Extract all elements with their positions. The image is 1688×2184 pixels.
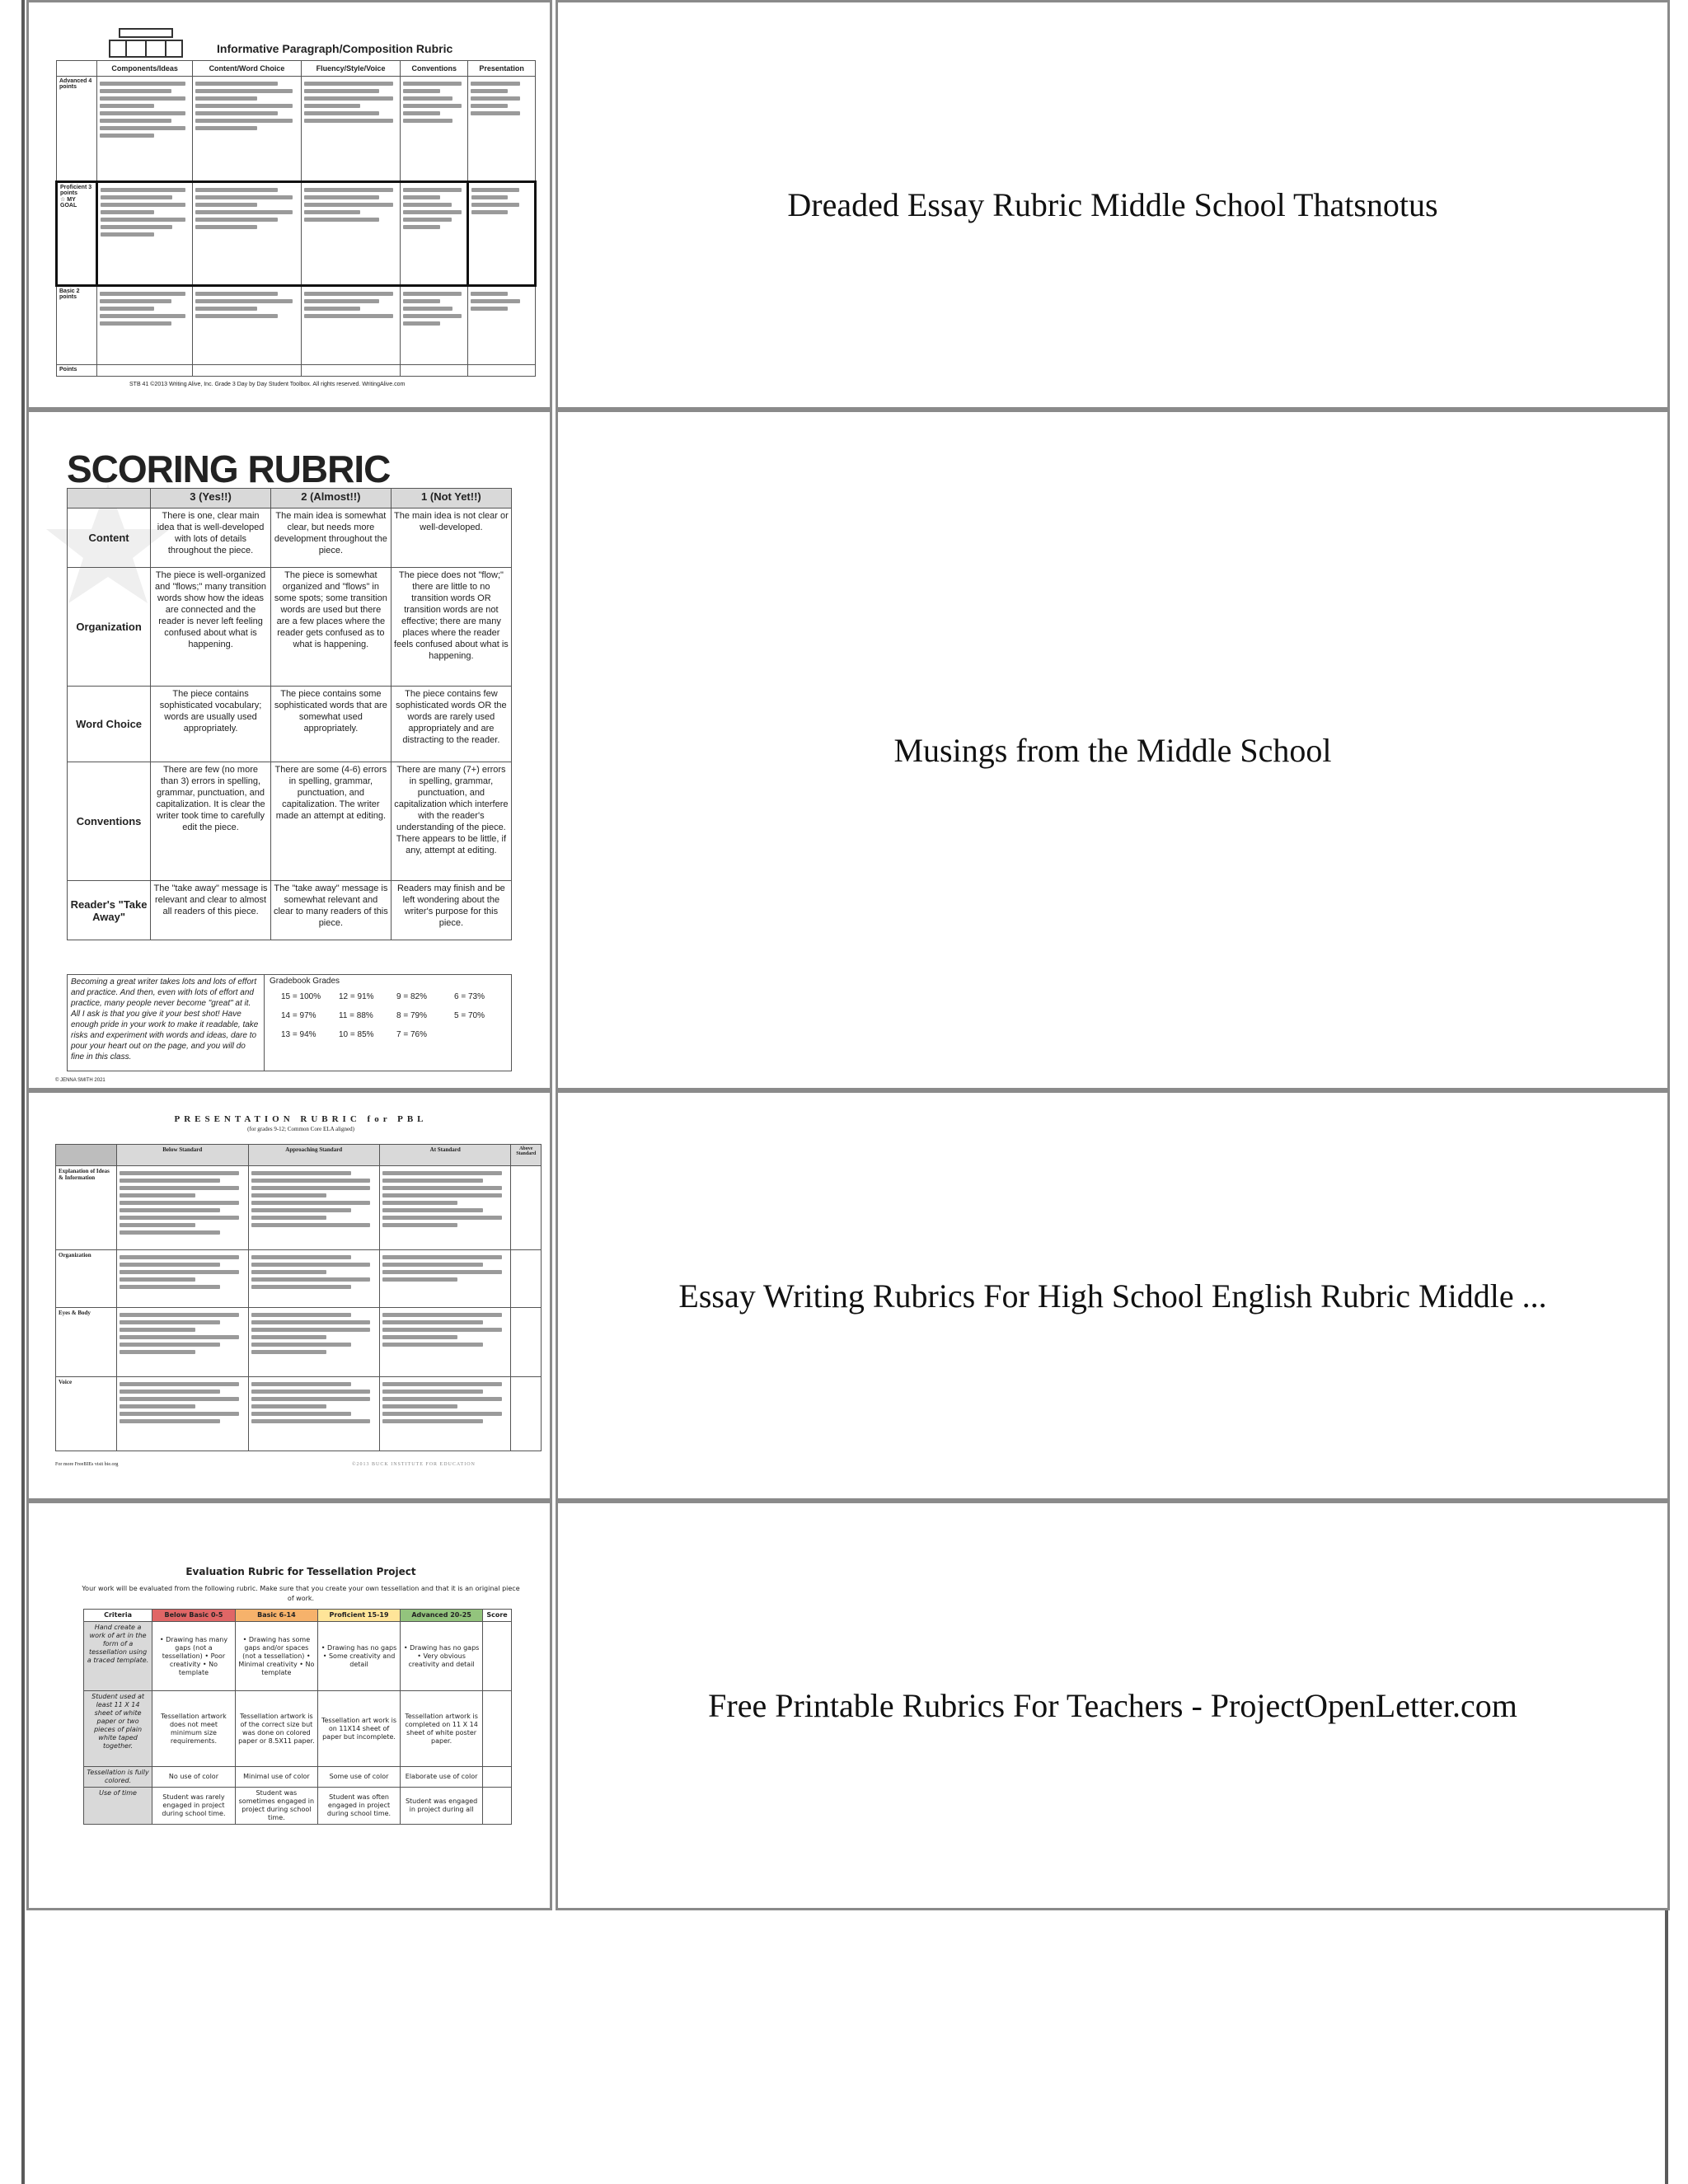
grade-entry: 12 = 91% [339,992,374,1001]
column-header: Basic 6-14 [235,1610,317,1622]
rubric-cell: The piece contains some sophisticated words that are somewhat used appropriately. [270,687,391,762]
gradebook-grid [281,992,506,1039]
rubric-cell: Tessellation artwork is of the correct size but was done on colored paper or 8.5X11 paper. [235,1691,317,1767]
rubric-cell: Minimal use of color [235,1767,317,1788]
rubric-cell: The main idea is not clear or well-developed. [391,509,511,568]
goal-label: MY GOAL [60,197,77,209]
column-header: Components/Ideas [97,61,193,77]
column-header: 3 (Yes!!) [151,489,271,509]
result-caption-cell[interactable] [556,1501,1670,1910]
rubric-cell: There are few (no more than 3) errors in spelling, grammar, punctuation, and capitalization. It is clear the writer took time to carefully edit the piece. [151,762,271,881]
rubric-cell: The piece contains sophisticated vocabulary; words are usually used appropriately. [151,687,271,762]
grade-entry: 8 = 79% [396,1011,427,1020]
level-label: Points [57,365,97,377]
rubric-cell: The "take away" message is relevant and clear to almost all readers of this piece. [151,881,271,940]
grade-entry: 5 = 70% [454,1011,485,1020]
column-header: Criteria [84,1610,152,1622]
grade-entry: 14 = 97% [281,1011,316,1020]
column-header: Proficient 15-19 [317,1610,400,1622]
star-icon: ☆ [60,197,66,203]
level-label: Proficient 3 points [60,185,92,196]
criterion-label: Tessellation is fully colored. [84,1767,152,1788]
rubric-table [55,60,537,377]
criterion-label: Reader's "Take Away" [68,881,151,940]
rubric-cell: There is one, clear main idea that is well-developed with lots of details throughout the piece. [151,509,271,568]
column-header: Presentation [468,61,536,77]
rubric-cell: The main idea is somewhat clear, but needs more development throughout the piece. [270,509,391,568]
rubric-cell: • Drawing has many gaps (not a tessellation) • Poor creativity • No template [152,1622,236,1691]
column-header: Approaching Standard [248,1145,379,1166]
rubric-cell: Student was often engaged in project during school time. [317,1788,400,1825]
result-caption[interactable]: Musings from the Middle School [893,731,1332,769]
result-caption[interactable]: Dreaded Essay Rubric Middle School Thatsnotus [787,186,1438,223]
criterion-label: Hand create a work of art in the form of a tessellation using a traced template. [84,1622,152,1691]
column-header: Conventions [401,61,468,77]
rubric-cell: • Drawing has no gaps • Very obvious creativity and detail [401,1622,483,1691]
rubric-cell: The piece contains few sophisticated words OR the words are rarely used appropriately and are distracting to the reader. [391,687,511,762]
rubric-cell: Tessellation artwork does not meet minimum size requirements. [152,1691,236,1767]
rubric-cell: Student was engaged in project during all [401,1788,483,1825]
thumbnail-footer-left: For more FreeBIEs visit bie.org [55,1462,119,1467]
rubric-cell: Student was rarely engaged in project during school time. [152,1788,236,1825]
result-thumbnail[interactable] [26,410,552,1090]
grade-entry [454,1030,512,1039]
rubric-cell: Tessellation art work is on 11X14 sheet of paper but incomplete. [317,1691,400,1767]
column-header: Score [483,1610,512,1622]
result-caption[interactable]: Free Printable Rubrics For Teachers - ProjectOpenLetter.com [708,1687,1517,1724]
criterion-label: Eyes & Body [56,1308,117,1377]
column-header: Below Standard [117,1145,248,1166]
criterion-label: Voice [56,1377,117,1451]
result-thumbnail[interactable] [26,0,552,410]
rubric-cell: Elaborate use of color [401,1767,483,1788]
result-row [26,1090,1670,1501]
rubric-cell: No use of color [152,1767,236,1788]
rubric-cell: Student was sometimes engaged in project during school time. [235,1788,317,1825]
column-header: 1 (Not Yet!!) [391,489,511,509]
rubric-cell: There are many (7+) errors in spelling, grammar, punctuation, and capitalization which interfere with the reader's understanding of the piece. There appears to be little, if any, attempt at editing. [391,762,511,881]
criterion-label: Word Choice [68,687,151,762]
level-label: Basic 2 points [57,286,97,365]
thumbnail-title: Evaluation Rubric for Tessellation Project [185,1566,416,1577]
column-header: Below Basic 0-5 [152,1610,236,1622]
result-caption-cell[interactable] [556,410,1670,1090]
rubric-cell: Tessellation artwork is completed on 11 X 14 sheet of white poster paper. [401,1691,483,1767]
rubric-table [55,1144,542,1451]
result-row [26,0,1670,410]
result-thumbnail[interactable] [26,1090,552,1501]
column-header: 2 (Almost!!) [270,489,391,509]
rubric-cell: • Drawing has no gaps • Some creativity and detail [317,1622,400,1691]
thumbnail-credit: © JENNA SMITH 2021 [55,1078,106,1083]
gradebook-title: Gradebook Grades [270,977,340,986]
column-header: Above Standard [511,1145,542,1166]
thumbnail-footer-right: ©2013 BUCK INSTITUTE FOR EDUCATION [352,1462,476,1467]
result-row [26,410,1670,1090]
result-thumbnail[interactable] [26,1501,552,1910]
criterion-label: Use of time [84,1788,152,1825]
criterion-label: Content [68,509,151,568]
grade-entry: 9 = 82% [396,992,427,1001]
rubric-table [83,1609,512,1825]
thumbnail-title: SCORING RUBRIC [67,448,391,490]
result-caption-cell[interactable] [556,1090,1670,1501]
criterion-label: Organization [56,1250,117,1308]
grade-entry: 10 = 85% [339,1030,374,1039]
level-label: Advanced 4 points [57,77,97,182]
gradebook-box [265,974,512,1071]
rubric-cell: The "take away" message is somewhat relevant and clear to many readers of this piece. [270,881,391,940]
column-header: At Standard [379,1145,510,1166]
result-caption-cell[interactable] [556,0,1670,410]
grade-entry: 7 = 76% [396,1030,427,1039]
thumbnail-footer: STB 41 ©2013 Writing Alive, Inc. Grade 3 Day by Day Student Toolbox. All rights reserved. WritingAlive.com [129,382,406,387]
rubric-cell: Some use of color [317,1767,400,1788]
grade-entry: 11 = 88% [339,1011,373,1020]
result-caption[interactable]: Essay Writing Rubrics For High School English Rubric Middle ... [678,1277,1547,1315]
rubric-cell: The piece is somewhat organized and "flows" in some spots; some transition words are used but there are a few places where the reader gets confused as to what is happening. [270,568,391,687]
rubric-cell: There are some (4-6) errors in spelling, grammar, punctuation, and capitalization. The writer made an attempt at editing. [270,762,391,881]
rubric-cell: • Drawing has some gaps and/or spaces (not a tessellation) • Minimal creativity • No template [235,1622,317,1691]
rubric-table [67,488,512,940]
thumbnail-intro: Your work will be evaluated from the following rubric. Make sure that you create your own tessellation and that it is an original piece of work. [82,1585,520,1602]
criterion-label: Conventions [68,762,151,881]
result-row [26,1501,1670,1910]
grade-entry: 15 = 100% [281,992,321,1001]
grade-entry: 13 = 94% [281,1030,316,1039]
school-building-icon [105,24,187,60]
rubric-cell: The piece is well-organized and "flows;" many transition words show how the ideas are connected and the reader is never left feeling confused about what is happening. [151,568,271,687]
criterion-label: Explanation of Ideas & Information [56,1166,117,1250]
thumbnail-title: PRESENTATION RUBRIC for PBL [174,1114,428,1124]
column-header: Content/Word Choice [193,61,301,77]
handwritten-note: Becoming a great writer takes lots and lots of effort and practice. And then, even with lots of effort and practice, many people never become "great" at it. All I ask is that you give it your best shot! Have enough pride in your work to make it readable, take risks and experiment with words and ideas, dare to pour your heart out on the page, and you will do fine in this class. [67,974,265,1071]
column-header: Fluency/Style/Voice [301,61,401,77]
rubric-cell: The piece does not "flow;" there are little to no transition words OR transition words are not effective; there are many places where the reader feels confused about what is happening. [391,568,511,687]
criterion-label: Student used at least 11 X 14 sheet of white paper or two pieces of plain white taped together. [84,1691,152,1767]
column-header: Advanced 20-25 [401,1610,483,1622]
thumbnail-subtitle: (for grades 9-12; Common Core ELA aligned) [247,1126,354,1132]
rubric-cell: Readers may finish and be left wondering about the writer's purpose for this piece. [391,881,511,940]
thumbnail-title: Informative Paragraph/Composition Rubric [217,42,453,55]
grade-entry: 6 = 73% [454,992,485,1001]
criterion-label: Organization [68,568,151,687]
